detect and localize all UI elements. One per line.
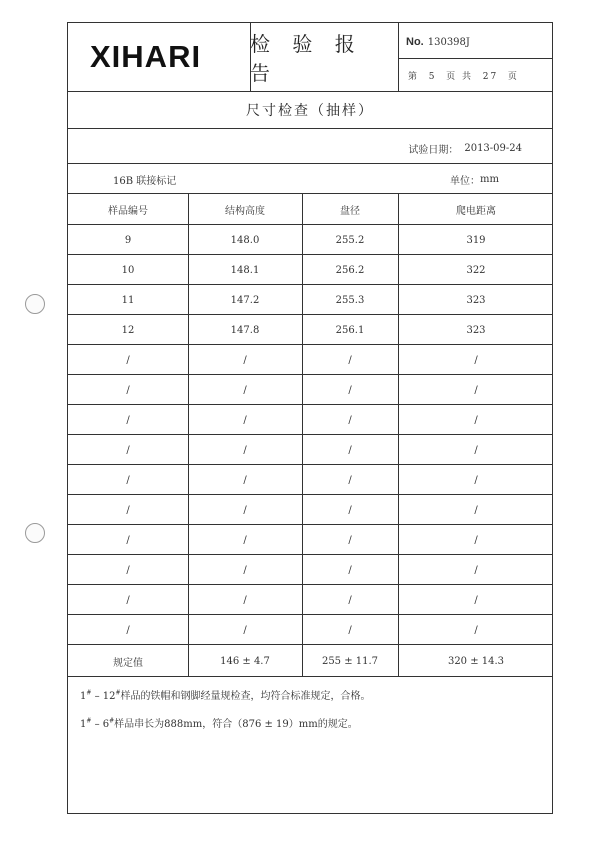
- cell-structure-height: 148.0: [230, 234, 260, 246]
- cell-disc-diameter: /: [348, 564, 352, 576]
- cell-creepage-distance: 319: [466, 234, 486, 246]
- cell-creepage-distance: /: [474, 354, 478, 366]
- cell-disc-diameter: /: [348, 534, 352, 546]
- table-row: [68, 555, 552, 585]
- cell-disc-diameter: 255.2: [335, 234, 365, 246]
- cell-disc-diameter: /: [348, 594, 352, 606]
- header-divider-2: [398, 23, 399, 91]
- note-2-mark-a: #: [86, 717, 92, 725]
- header-disc-diameter: 盘径: [340, 205, 360, 217]
- report-number-label: No.: [406, 36, 424, 48]
- table-row: [68, 225, 552, 255]
- test-date-value: 2013-09-24: [464, 142, 522, 154]
- cell-creepage-distance: /: [474, 444, 478, 456]
- cell-creepage-distance: 323: [466, 324, 486, 336]
- cell-structure-height: 148.1: [230, 264, 260, 276]
- cell-sample-no: /: [126, 354, 130, 366]
- table-row: [68, 285, 552, 315]
- note-1-mark-b: #: [115, 689, 121, 697]
- cell-structure-height: /: [243, 534, 247, 546]
- table-row: [68, 375, 552, 405]
- cell-creepage-distance: /: [474, 594, 478, 606]
- test-date-row: [408, 138, 522, 158]
- cell-structure-height: /: [243, 444, 247, 456]
- spec-structure-height: 146 ± 4.7: [220, 655, 270, 667]
- report-number-value: 130398J: [427, 36, 470, 48]
- cell-structure-height: /: [243, 594, 247, 606]
- cell-sample-no: /: [126, 474, 130, 486]
- cell-disc-diameter: /: [348, 444, 352, 456]
- header-no-divider: [398, 58, 552, 59]
- spec-creepage-distance: 320 ± 14.3: [447, 655, 505, 667]
- cell-creepage-distance: /: [474, 564, 478, 576]
- cell-sample-no: /: [126, 384, 130, 396]
- cell-disc-diameter: /: [348, 504, 352, 516]
- cell-sample-no: /: [126, 624, 130, 636]
- note-2-text: 样品串长为888mm，符合（876 ± 19）mm的规定。: [114, 719, 358, 730]
- report-title: 检 验 报 告: [250, 32, 363, 85]
- cell-creepage-distance: /: [474, 534, 478, 546]
- cell-structure-height: /: [243, 384, 247, 396]
- cell-sample-no: /: [126, 564, 130, 576]
- note-1-mark-a: #: [86, 689, 92, 697]
- cell-disc-diameter: 256.1: [335, 324, 365, 336]
- note-line-2: [80, 715, 358, 730]
- cell-creepage-distance: /: [474, 414, 478, 426]
- table-row: [68, 525, 552, 555]
- table-row: [68, 465, 552, 495]
- section-title: 尺寸检查（抽样）: [246, 102, 374, 119]
- cell-creepage-distance: /: [474, 384, 478, 396]
- table-row: [68, 315, 552, 345]
- dimension-table: [68, 193, 552, 677]
- test-date-line: [68, 163, 552, 164]
- cell-sample-no: /: [126, 414, 130, 426]
- cell-creepage-distance: 322: [466, 264, 486, 276]
- table-row: [68, 405, 552, 435]
- table-row: [68, 435, 552, 465]
- page-info: 第 5 页 共 27 页: [408, 71, 519, 82]
- report-sheet: [67, 22, 553, 814]
- table-row: [68, 615, 552, 645]
- header-creepage-distance: 爬电距离: [456, 205, 496, 217]
- unit-value: mm: [480, 173, 499, 185]
- cell-structure-height: /: [243, 474, 247, 486]
- report-number: [406, 31, 470, 53]
- test-date-label: 试验日期：: [408, 144, 459, 156]
- note-2-to: – 6: [91, 719, 110, 730]
- table-row: [68, 495, 552, 525]
- unit-label: 单位：: [450, 175, 480, 187]
- cell-sample-no: /: [126, 444, 130, 456]
- cell-structure-height: 147.8: [230, 324, 260, 336]
- cell-sample-no: /: [126, 594, 130, 606]
- cell-structure-height: /: [243, 504, 247, 516]
- header-structure-height: 结构高度: [225, 205, 265, 217]
- cell-creepage-distance: /: [474, 504, 478, 516]
- cell-sample-no: /: [126, 534, 130, 546]
- cell-structure-height: /: [243, 564, 247, 576]
- company-logo: XIHARI: [90, 39, 202, 74]
- cell-disc-diameter: /: [348, 414, 352, 426]
- note-2-mark-b: #: [109, 717, 115, 725]
- section-title-line: [68, 128, 552, 129]
- note-1-from: 1: [80, 691, 87, 702]
- cell-structure-height: 147.2: [230, 294, 260, 306]
- cell-creepage-distance: 323: [466, 294, 486, 306]
- header-sample-no: 样品编号: [108, 205, 148, 217]
- cell-structure-height: /: [243, 354, 247, 366]
- cell-structure-height: /: [243, 624, 247, 636]
- cell-disc-diameter: /: [348, 354, 352, 366]
- punch-hole-top: [25, 294, 45, 314]
- cell-structure-height: /: [243, 414, 247, 426]
- cell-sample-no: 11: [121, 294, 135, 306]
- cell-disc-diameter: /: [348, 624, 352, 636]
- cell-sample-no: 9: [124, 234, 132, 246]
- spec-disc-diameter: 255 ± 11.7: [321, 655, 379, 667]
- cell-disc-diameter: /: [348, 384, 352, 396]
- cell-sample-no: 10: [121, 264, 135, 276]
- sample-mark: 16B 联接标记: [113, 175, 177, 187]
- table-row: [68, 255, 552, 285]
- cell-creepage-distance: /: [474, 624, 478, 636]
- cell-sample-no: /: [126, 504, 130, 516]
- note-1-text: 样品的铁帽和钢脚经量规检查，均符合标准规定，合格。: [120, 691, 371, 702]
- note-line-1: [80, 687, 371, 702]
- punch-hole-bottom: [25, 523, 45, 543]
- unit-row: [450, 168, 499, 190]
- cell-sample-no: 12: [121, 324, 135, 336]
- note-2-from: 1: [80, 719, 87, 730]
- table-row: [68, 345, 552, 375]
- table-row: [68, 585, 552, 615]
- cell-creepage-distance: /: [474, 474, 478, 486]
- cell-disc-diameter: 255.3: [335, 294, 365, 306]
- cell-disc-diameter: 256.2: [335, 264, 365, 276]
- cell-disc-diameter: /: [348, 474, 352, 486]
- note-1-to: – 12: [91, 691, 116, 702]
- spec-row: [68, 645, 552, 677]
- spec-label: 规定值: [113, 657, 143, 669]
- table-header-row: [68, 193, 552, 225]
